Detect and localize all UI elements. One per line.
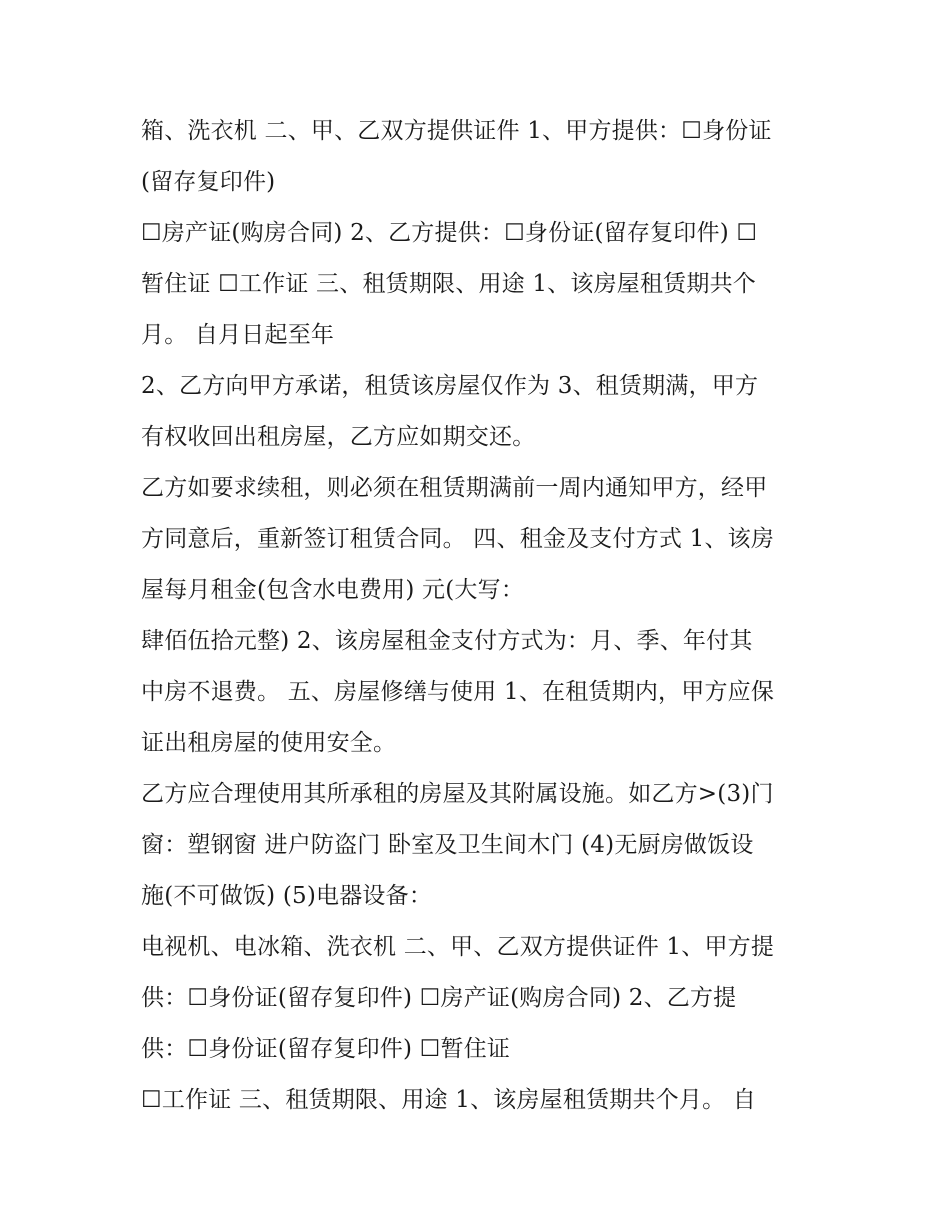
document-body: [141, 106, 821, 1126]
text-line: 有权收回出租房屋，乙方应如期交还。: [141, 424, 536, 450]
text-line: 2、乙方向甲方承诺，租赁该房屋仅作为 3、租赁期满，甲方: [141, 373, 759, 399]
text-line: 乙方应合理使用其所承租的房屋及其附属设施。如乙方>(3)门: [141, 781, 774, 807]
text-line: 乙方如要求续租，则必须在租赁期满前一周内通知甲方，经甲: [141, 475, 768, 501]
text-line: 施(不可做饭) (5)电器设备：: [141, 883, 433, 909]
text-line: 供：☐身份证(留存复印件) ☐房产证(购房合同) 2、乙方提: [141, 985, 737, 1011]
text-line: ☐工作证 三、租赁期限、用途 1、该房屋租赁期共个月。 自: [141, 1087, 756, 1113]
text-line: 肆佰伍拾元整) 2、该房屋租金支付方式为：月、季、年付其: [141, 628, 753, 654]
text-line: 电视机、电冰箱、洗衣机 二、甲、乙双方提供证件 1、甲方提: [141, 934, 775, 960]
text-line: 窗：塑钢窗 进户防盗门 卧室及卫生间木门 (4)无厨房做饭设: [141, 832, 754, 858]
text-line: (留存复印件): [141, 169, 276, 195]
text-line: 暂住证 ☐工作证 三、租赁期限、用途 1、该房屋租赁期共个: [141, 271, 756, 297]
text-line: 证出租房屋的使用安全。: [141, 730, 397, 756]
text-line: ☐房产证(购房合同) 2、乙方提供：☐身份证(留存复印件) ☐: [141, 220, 758, 246]
text-line: 屋每月租金(包含水电费用) 元(大写：: [141, 577, 525, 603]
text-line: 箱、洗衣机 二、甲、乙双方提供证件 1、甲方提供：☐身份证: [141, 118, 772, 144]
text-line: 月。 自月日起至年: [141, 322, 335, 348]
text-line: 方同意后，重新签订租赁合同。 四、租金及支付方式 1、该房: [141, 526, 775, 552]
text-line: 供：☐身份证(留存复印件) ☐暂住证: [141, 1036, 511, 1062]
text-line: 中房不退费。 五、房屋修缮与使用 1、在租赁期内，甲方应保: [141, 679, 775, 705]
